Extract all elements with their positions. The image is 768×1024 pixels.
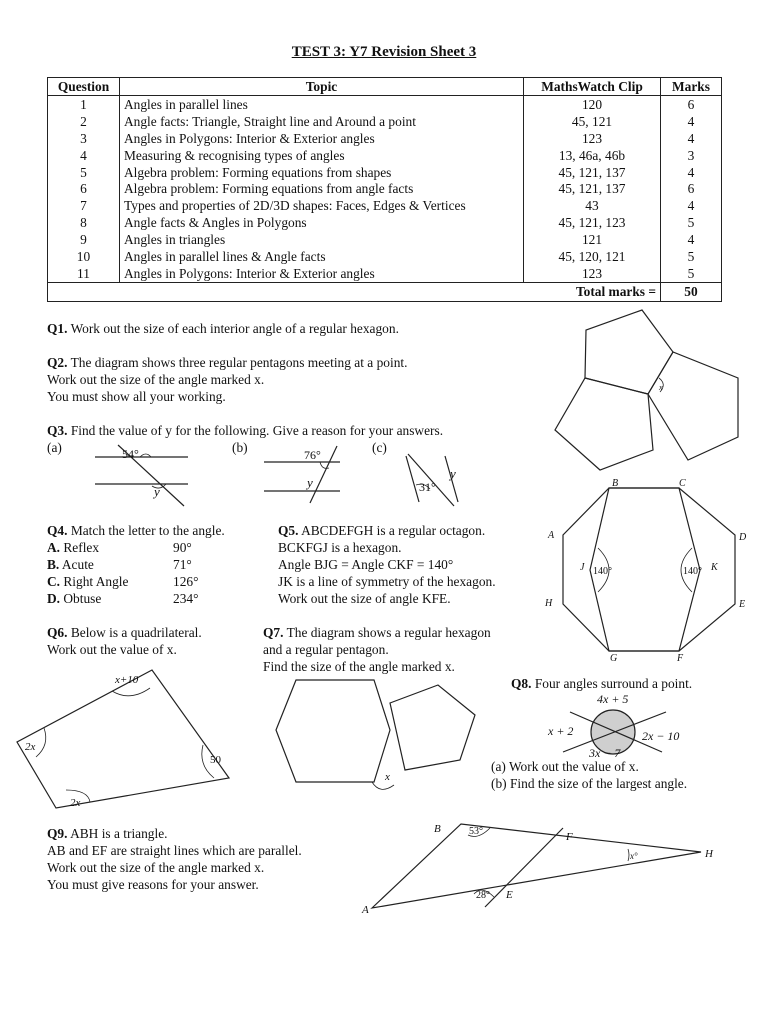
q3-part-b: (b) [232,440,248,455]
q9-triangle-diagram [372,824,701,908]
page-title: TEST 3: Y7 Revision Sheet 3 [291,44,477,60]
q4-letter: D. [47,591,61,606]
cell-topic: Angles in Polygons: Interior & Exterior angles [120,265,524,282]
cell-question: 5 [48,164,120,181]
cell-clip: 123 [524,130,661,147]
q3c-var-label: y [450,466,456,481]
q5-number: Q5. [278,523,299,538]
q5-label-f: F [677,653,684,664]
q6-quadrilateral-diagram [17,670,229,808]
cell-topic: Angles in parallel lines [120,96,524,113]
q9-line3: Work out the size of the angle marked x. [47,860,265,875]
q9-triangle [372,824,701,908]
q2-pentagon-left [555,378,653,470]
total-value: 50 [661,282,722,301]
cell-clip: 43 [524,197,661,214]
q6-angle-left: 2x [25,741,36,753]
q8-angle-top: 4x + 5 [597,692,629,706]
cell-marks: 4 [661,113,722,130]
q5-label-a: A [548,530,555,541]
q3b-var-label: y [307,475,313,490]
q5-line4: JK is a line of symmetry of the hexagon. [278,574,496,589]
cell-marks: 5 [661,265,722,282]
cell-question: 6 [48,180,120,197]
q5-line2: BCKFGJ is a hexagon. [278,540,402,555]
cell-topic: Angles in Polygons: Interior & Exterior angles [120,130,524,147]
cell-clip: 45, 121, 123 [524,214,661,231]
q5-label-j: J [580,562,585,573]
cell-topic: Types and properties of 2D/3D shapes: Faces, Edges & Vertices [120,197,524,214]
q9-angle-h: x° [630,851,638,861]
header-topic: Topic [120,78,524,96]
q7-diagram [276,680,475,789]
q5-label-g: G [610,653,618,664]
cell-question: 4 [48,147,120,164]
q6-line1: Below is a quadrilateral. [67,625,202,640]
q3-text: Find the value of y for the following. Give a reason for your answers. [67,423,444,438]
q2-pentagon-right [648,352,738,460]
q9-line4: You must give reasons for your answer. [47,877,259,892]
cell-question: 7 [48,197,120,214]
cell-marks: 4 [661,130,722,147]
q9-line-ef [485,828,563,907]
q2-number: Q2. [47,355,68,370]
cell-clip: 45, 120, 121 [524,248,661,265]
q8-part-b: (b) Find the size of the largest angle. [491,776,688,791]
q4-value: 126° [173,574,199,589]
cell-topic: Measuring & recognising types of angles [120,147,524,164]
q3a-angle-label: 54° [122,447,139,461]
q6-arc-left [36,728,46,757]
q4-value: 234° [173,591,199,606]
q2-line3: You must show all your working. [47,389,226,404]
cell-topic: Angle facts & Angles in Polygons [120,214,524,231]
cell-question: 2 [48,113,120,130]
cell-topic: Angles in triangles [120,231,524,248]
q6-arc-top [112,688,150,696]
q2-angle-label: x [659,383,663,392]
q4-name: Acute [59,557,94,572]
cell-clip: 45, 121 [524,113,661,130]
q8-part-a: (a) Work out the value of x. [491,759,639,774]
cell-clip: 13, 46a, 46b [524,147,661,164]
q5-octagon-diagram [563,488,735,651]
q5-label-k: K [711,562,718,573]
q4-value: 90° [173,540,192,555]
cell-topic: Algebra problem: Forming equations from angle facts [120,180,524,197]
q4-value: 71° [173,557,192,572]
q3a-diagram [95,445,188,506]
q4-letter: A. [47,540,61,555]
q4-number: Q4. [47,523,68,538]
cell-topic: Algebra problem: Forming equations from shapes [120,164,524,181]
cell-marks: 4 [661,164,722,181]
q7-pentagon [390,685,475,770]
q5-label-b: B [612,478,619,489]
q6-angle-right: 50 [210,754,221,766]
cell-question: 11 [48,265,120,282]
cell-clip: 45, 121, 137 [524,164,661,181]
q2-line2: Work out the size of the angle marked x. [47,372,265,387]
q4-name: Right Angle [60,574,129,589]
header-marks: Marks [661,78,722,96]
cell-clip: 123 [524,265,661,282]
q6-angle-bottom: 2x [70,797,81,809]
q9-label-e: E [506,889,513,901]
q4-name: Reflex [60,540,100,555]
q9-label-h: H [705,848,713,860]
q4-name: Obtuse [60,591,102,606]
cell-marks: 3 [661,147,722,164]
q3b-diagram [264,446,340,503]
cell-clip: 45, 121, 137 [524,180,661,197]
q8-angle-right: 2x − 10 [642,729,680,743]
q8-angle-bottom: 3x − 7 [589,746,621,760]
q1-number: Q1. [47,321,68,336]
q7-arc [372,782,394,789]
cell-marks: 6 [661,96,722,113]
q9-label-f: F [566,831,573,843]
q6-line2: Work out the value of x. [47,642,177,657]
q9-line2: AB and EF are straight lines which are parallel. [47,843,302,858]
cell-marks: 4 [661,231,722,248]
q7-number: Q7. [263,625,284,640]
q9-label-a: A [362,904,369,916]
q4-letter: C. [47,574,61,589]
q3c-angle-label: 31° [419,480,436,494]
q2-pentagons-diagram [555,310,738,470]
q5-line3: Angle BJG = Angle CKF = 140° [278,557,454,572]
cell-question: 3 [48,130,120,147]
q6-quadrilateral [17,670,229,808]
q6-angle-top: x+10 [115,674,139,686]
q4-letter: B. [47,557,60,572]
q9-number: Q9. [47,826,68,841]
cell-marks: 6 [661,180,722,197]
q3b-angle-label: 76° [304,448,321,462]
q3-number: Q3. [47,423,68,438]
q6-number: Q6. [47,625,68,640]
header-question: Question [48,78,120,96]
q5-angle-j: 140° [593,566,612,577]
q2-line1: The diagram shows three regular pentagons meeting at a point. [67,355,408,370]
q8-angle-left: x + 2 [548,724,574,738]
q3c-parallel-line-1 [406,456,419,502]
q5-line1: ABCDEFGH is a regular octagon. [298,523,486,538]
q9-line1: ABH is a triangle. [67,826,168,841]
q5-angle-k: 140° [683,566,702,577]
q7-line1: The diagram shows a regular hexagon [283,625,491,640]
cell-clip: 121 [524,231,661,248]
q7-line2: and a regular pentagon. [263,642,389,657]
q5-label-h: H [545,598,553,609]
cell-question: 8 [48,214,120,231]
q7-hexagon [276,680,390,782]
q5-label-e: E [739,599,746,610]
cell-marks: 5 [661,214,722,231]
cell-topic: Angles in parallel lines & Angle facts [120,248,524,265]
q5-octagon [563,488,735,651]
q4-text: Match the letter to the angle. [67,523,225,538]
q9-angle-b: 53° [469,826,483,837]
q3-part-a: (a) [47,440,62,455]
q7-angle-label: x [385,771,390,783]
q9-arc-h [628,849,629,861]
q5-line5: Work out the size of angle KFE. [278,591,451,606]
cell-marks: 4 [661,197,722,214]
q1-text: Work out the size of each interior angle of a regular hexagon. [67,321,399,336]
cell-clip: 120 [524,96,661,113]
q9-angle-e: 28° [476,890,490,901]
cell-question: 1 [48,96,120,113]
q9-label-b: B [434,823,441,835]
cell-question: 10 [48,248,120,265]
q3a-var-label: y [154,484,160,499]
q3-part-c: (c) [372,440,387,455]
q8-text: Four angles surround a point. [531,676,693,691]
total-label: Total marks = [48,282,661,301]
q5-label-d: D [739,532,747,543]
q8-number: Q8. [511,676,532,691]
q5-label-c: C [679,478,686,489]
cell-question: 9 [48,231,120,248]
cell-marks: 5 [661,248,722,265]
header-clip: MathsWatch Clip [524,78,661,96]
q7-line3: Find the size of the angle marked x. [263,659,455,674]
cell-topic: Angle facts: Triangle, Straight line and Around a point [120,113,524,130]
